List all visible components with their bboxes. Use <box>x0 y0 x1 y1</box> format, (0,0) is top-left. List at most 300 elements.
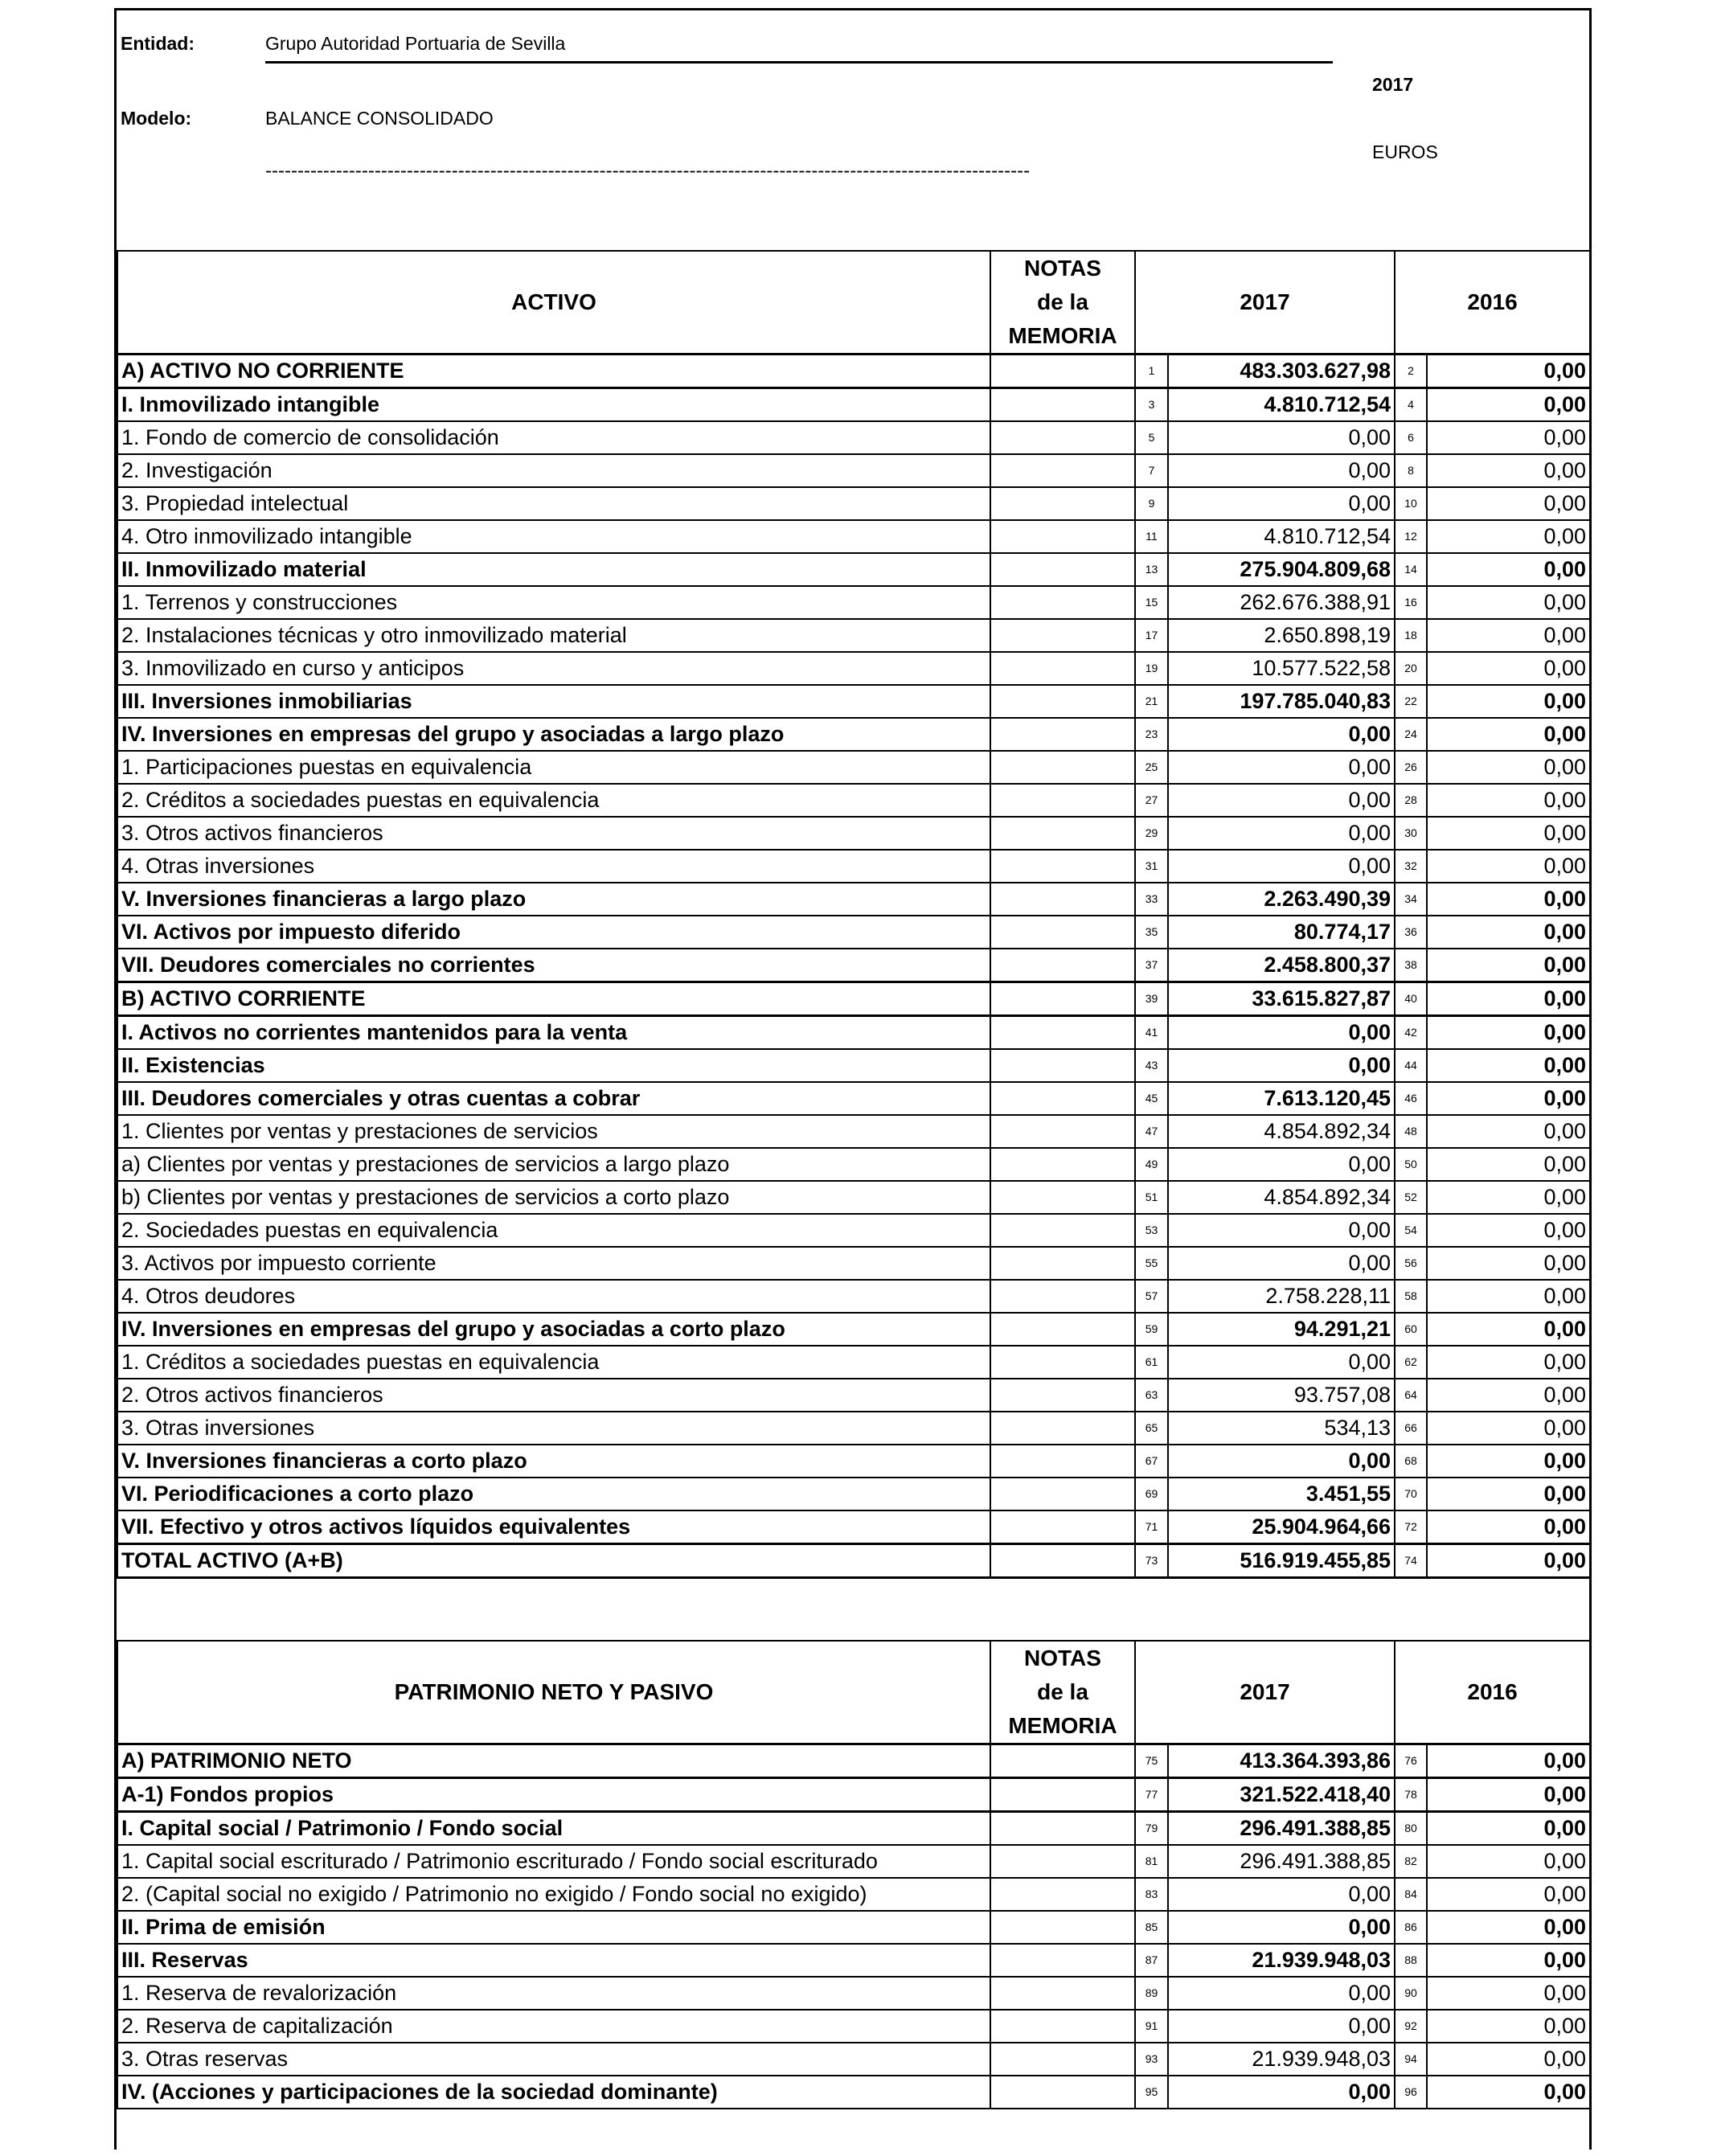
row-code-2017: 65 <box>1135 1412 1168 1445</box>
table-row <box>117 685 1590 718</box>
row-value-2017: 197.785.040,83 <box>1168 685 1395 718</box>
table-row <box>117 1744 1590 1778</box>
row-code-2017: 35 <box>1135 916 1168 949</box>
row-notes-cell <box>990 652 1135 685</box>
row-label: A) ACTIVO NO CORRIENTE <box>117 355 990 388</box>
row-code-2017: 45 <box>1135 1082 1168 1115</box>
row-code-2017: 19 <box>1135 652 1168 685</box>
table-row <box>117 1911 1590 1944</box>
row-label: IV. Inversiones en empresas del grupo y asociadas a corto plazo <box>117 1313 990 1346</box>
row-value-2016: 0,00 <box>1427 817 1590 850</box>
row-value-2017: 0,00 <box>1168 1977 1395 2010</box>
row-code-2016: 84 <box>1395 1878 1427 1911</box>
row-code-2017: 1 <box>1135 355 1168 388</box>
row-value-2016: 0,00 <box>1427 1911 1590 1944</box>
row-notes-cell <box>990 454 1135 487</box>
row-value-2016: 0,00 <box>1427 1778 1590 1812</box>
table-row <box>117 718 1590 751</box>
row-code-2017: 95 <box>1135 2076 1168 2109</box>
table-row <box>117 1944 1590 1977</box>
row-code-2016: 62 <box>1395 1346 1427 1379</box>
row-value-2017: 413.364.393,86 <box>1168 1744 1395 1778</box>
row-value-2017: 7.613.120,45 <box>1168 1082 1395 1115</box>
row-value-2016: 0,00 <box>1427 2076 1590 2109</box>
row-label: II. Prima de emisión <box>117 1911 990 1944</box>
row-code-2017: 11 <box>1135 520 1168 553</box>
row-notes-cell <box>990 1181 1135 1214</box>
table-row <box>117 1181 1590 1214</box>
row-notes-cell <box>990 784 1135 817</box>
row-code-2016: 52 <box>1395 1181 1427 1214</box>
table-row <box>117 1379 1590 1412</box>
row-code-2016: 46 <box>1395 1082 1427 1115</box>
row-value-2017: 0,00 <box>1168 421 1395 454</box>
row-code-2016: 24 <box>1395 718 1427 751</box>
row-value-2016: 0,00 <box>1427 1412 1590 1445</box>
row-code-2017: 77 <box>1135 1778 1168 1812</box>
row-value-2017: 0,00 <box>1168 2076 1395 2109</box>
row-code-2017: 73 <box>1135 1544 1168 1578</box>
row-notes-cell <box>990 850 1135 883</box>
row-label: 4. Otros deudores <box>117 1280 990 1313</box>
row-code-2017: 91 <box>1135 2010 1168 2043</box>
row-value-2017: 483.303.627,98 <box>1168 355 1395 388</box>
row-code-2017: 43 <box>1135 1049 1168 1082</box>
table-row <box>117 1313 1590 1346</box>
row-code-2016: 86 <box>1395 1911 1427 1944</box>
row-label: 2. (Capital social no exigido / Patrimonio no exigido / Fondo social no exigido) <box>117 1878 990 1911</box>
row-label: 1. Reserva de revalorización <box>117 1977 990 2010</box>
row-value-2017: 534,13 <box>1168 1412 1395 1445</box>
row-notes-cell <box>990 1744 1135 1778</box>
activo-notes-header: NOTAS de la MEMORIA <box>990 251 1135 355</box>
row-code-2016: 22 <box>1395 685 1427 718</box>
row-code-2017: 69 <box>1135 1478 1168 1510</box>
row-code-2016: 4 <box>1395 388 1427 422</box>
row-notes-cell <box>990 2076 1135 2109</box>
row-notes-cell <box>990 1510 1135 1544</box>
row-value-2017: 80.774,17 <box>1168 916 1395 949</box>
table-row <box>117 586 1590 619</box>
row-value-2016: 0,00 <box>1427 1944 1590 1977</box>
row-code-2016: 16 <box>1395 586 1427 619</box>
row-notes-cell <box>990 388 1135 422</box>
row-code-2017: 75 <box>1135 1744 1168 1778</box>
row-value-2017: 10.577.522,58 <box>1168 652 1395 685</box>
row-label: IV. Inversiones en empresas del grupo y asociadas a largo plazo <box>117 718 990 751</box>
row-code-2017: 33 <box>1135 883 1168 916</box>
row-value-2017: 0,00 <box>1168 487 1395 520</box>
row-value-2016: 0,00 <box>1427 718 1590 751</box>
row-value-2016: 0,00 <box>1427 1280 1590 1313</box>
row-value-2016: 0,00 <box>1427 1016 1590 1050</box>
row-label: 4. Otro inmovilizado intangible <box>117 520 990 553</box>
row-notes-cell <box>990 1082 1135 1115</box>
table-row <box>117 2043 1590 2076</box>
row-code-2016: 8 <box>1395 454 1427 487</box>
table-row <box>117 1778 1590 1812</box>
row-notes-cell <box>990 1247 1135 1280</box>
header-currency: EUROS <box>1372 141 1438 162</box>
table-row <box>117 487 1590 520</box>
row-code-2017: 15 <box>1135 586 1168 619</box>
row-value-2017: 0,00 <box>1168 454 1395 487</box>
row-notes-cell <box>990 1115 1135 1148</box>
row-code-2016: 10 <box>1395 487 1427 520</box>
row-notes-cell <box>990 619 1135 652</box>
table-row <box>117 553 1590 586</box>
row-notes-cell <box>990 883 1135 916</box>
row-value-2016: 0,00 <box>1427 520 1590 553</box>
row-value-2017: 0,00 <box>1168 1247 1395 1280</box>
row-label: 3. Otras inversiones <box>117 1412 990 1445</box>
row-notes-cell <box>990 1878 1135 1911</box>
row-notes-cell <box>990 355 1135 388</box>
row-value-2017: 0,00 <box>1168 850 1395 883</box>
row-code-2017: 81 <box>1135 1845 1168 1878</box>
row-value-2017: 4.854.892,34 <box>1168 1181 1395 1214</box>
row-value-2016: 0,00 <box>1427 751 1590 784</box>
row-value-2017: 262.676.388,91 <box>1168 586 1395 619</box>
row-notes-cell <box>990 718 1135 751</box>
table-row <box>117 850 1590 883</box>
row-label: VII. Deudores comerciales no corrientes <box>117 949 990 982</box>
row-notes-cell <box>990 685 1135 718</box>
row-value-2016: 0,00 <box>1427 1478 1590 1510</box>
row-code-2016: 48 <box>1395 1115 1427 1148</box>
row-code-2017: 3 <box>1135 388 1168 422</box>
row-value-2017: 0,00 <box>1168 1346 1395 1379</box>
row-code-2017: 5 <box>1135 421 1168 454</box>
row-notes-cell <box>990 1313 1135 1346</box>
row-code-2016: 18 <box>1395 619 1427 652</box>
table-row <box>117 355 1590 388</box>
row-value-2016: 0,00 <box>1427 355 1590 388</box>
row-label: 3. Otras reservas <box>117 2043 990 2076</box>
row-notes-cell <box>990 1412 1135 1445</box>
table-row <box>117 1478 1590 1510</box>
row-notes-cell <box>990 1778 1135 1812</box>
activo-table <box>117 250 1591 1579</box>
row-code-2016: 74 <box>1395 1544 1427 1578</box>
row-value-2017: 0,00 <box>1168 817 1395 850</box>
row-code-2016: 20 <box>1395 652 1427 685</box>
row-code-2017: 51 <box>1135 1181 1168 1214</box>
row-notes-cell <box>990 1544 1135 1578</box>
table-row <box>117 1148 1590 1181</box>
table-row <box>117 1115 1590 1148</box>
balance-sheet <box>114 8 1592 2150</box>
row-label: 2. Investigación <box>117 454 990 487</box>
row-value-2017: 94.291,21 <box>1168 1313 1395 1346</box>
row-code-2017: 23 <box>1135 718 1168 751</box>
row-label: VII. Efectivo y otros activos líquidos equivalentes <box>117 1510 990 1544</box>
table-row <box>117 421 1590 454</box>
row-code-2017: 7 <box>1135 454 1168 487</box>
pasivo-header-row <box>117 1641 1590 1744</box>
row-value-2016: 0,00 <box>1427 982 1590 1016</box>
table-row <box>117 883 1590 916</box>
row-notes-cell <box>990 1148 1135 1181</box>
row-label: 3. Propiedad intelectual <box>117 487 990 520</box>
row-label: I. Capital social / Patrimonio / Fondo social <box>117 1812 990 1846</box>
entidad-label: Entidad: <box>121 33 195 54</box>
row-notes-cell <box>990 982 1135 1016</box>
row-code-2016: 28 <box>1395 784 1427 817</box>
row-label: V. Inversiones financieras a corto plazo <box>117 1445 990 1478</box>
row-label: III. Reservas <box>117 1944 990 1977</box>
row-notes-cell <box>990 553 1135 586</box>
row-value-2016: 0,00 <box>1427 1977 1590 2010</box>
row-label: 2. Otros activos financieros <box>117 1379 990 1412</box>
row-code-2016: 76 <box>1395 1744 1427 1778</box>
row-code-2016: 58 <box>1395 1280 1427 1313</box>
row-label: 1. Créditos a sociedades puestas en equivalencia <box>117 1346 990 1379</box>
row-code-2016: 12 <box>1395 520 1427 553</box>
row-code-2016: 60 <box>1395 1313 1427 1346</box>
row-notes-cell <box>990 1845 1135 1878</box>
row-value-2017: 0,00 <box>1168 784 1395 817</box>
row-code-2016: 26 <box>1395 751 1427 784</box>
row-value-2016: 0,00 <box>1427 619 1590 652</box>
table-row <box>117 1247 1590 1280</box>
row-value-2017: 2.263.490,39 <box>1168 883 1395 916</box>
table-row <box>117 520 1590 553</box>
row-label: III. Inversiones inmobiliarias <box>117 685 990 718</box>
row-value-2016: 0,00 <box>1427 553 1590 586</box>
row-label: 2. Reserva de capitalización <box>117 2010 990 2043</box>
row-code-2017: 83 <box>1135 1878 1168 1911</box>
row-label: 1. Participaciones puestas en equivalencia <box>117 751 990 784</box>
pasivo-year-2017: 2017 <box>1135 1641 1395 1744</box>
table-row <box>117 1445 1590 1478</box>
row-code-2017: 61 <box>1135 1346 1168 1379</box>
row-label: A-1) Fondos propios <box>117 1778 990 1812</box>
row-code-2016: 2 <box>1395 355 1427 388</box>
row-value-2016: 0,00 <box>1427 1115 1590 1148</box>
row-label: VI. Periodificaciones a corto plazo <box>117 1478 990 1510</box>
row-value-2017: 4.810.712,54 <box>1168 520 1395 553</box>
row-code-2016: 14 <box>1395 553 1427 586</box>
row-value-2016: 0,00 <box>1427 1148 1590 1181</box>
row-code-2016: 40 <box>1395 982 1427 1016</box>
activo-year-2017: 2017 <box>1135 251 1395 355</box>
row-label: II. Existencias <box>117 1049 990 1082</box>
table-row <box>117 454 1590 487</box>
row-notes-cell <box>990 949 1135 982</box>
row-label: III. Deudores comerciales y otras cuentas a cobrar <box>117 1082 990 1115</box>
row-value-2017: 21.939.948,03 <box>1168 1944 1395 1977</box>
row-value-2017: 516.919.455,85 <box>1168 1544 1395 1578</box>
row-label: 2. Sociedades puestas en equivalencia <box>117 1214 990 1247</box>
table-row <box>117 1214 1590 1247</box>
table-row <box>117 1049 1590 1082</box>
row-code-2017: 53 <box>1135 1214 1168 1247</box>
row-code-2016: 6 <box>1395 421 1427 454</box>
row-value-2016: 0,00 <box>1427 1445 1590 1478</box>
table-row <box>117 1878 1590 1911</box>
row-value-2017: 0,00 <box>1168 1148 1395 1181</box>
row-value-2016: 0,00 <box>1427 850 1590 883</box>
row-code-2016: 36 <box>1395 916 1427 949</box>
row-notes-cell <box>990 1445 1135 1478</box>
row-label: b) Clientes por ventas y prestaciones de servicios a corto plazo <box>117 1181 990 1214</box>
row-notes-cell <box>990 487 1135 520</box>
row-value-2016: 0,00 <box>1427 388 1590 422</box>
row-value-2017: 4.854.892,34 <box>1168 1115 1395 1148</box>
pasivo-year-2016: 2016 <box>1395 1641 1590 1744</box>
table-row <box>117 1280 1590 1313</box>
table-row <box>117 1812 1590 1846</box>
row-value-2016: 0,00 <box>1427 1845 1590 1878</box>
row-value-2016: 0,00 <box>1427 685 1590 718</box>
table-row <box>117 916 1590 949</box>
row-value-2016: 0,00 <box>1427 421 1590 454</box>
row-code-2016: 64 <box>1395 1379 1427 1412</box>
row-value-2017: 296.491.388,85 <box>1168 1812 1395 1846</box>
row-value-2016: 0,00 <box>1427 1510 1590 1544</box>
row-code-2017: 39 <box>1135 982 1168 1016</box>
table-row <box>117 1412 1590 1445</box>
table-row <box>117 652 1590 685</box>
row-label: IV. (Acciones y participaciones de la sociedad dominante) <box>117 2076 990 2109</box>
row-code-2016: 90 <box>1395 1977 1427 2010</box>
row-label: 1. Fondo de comercio de consolidación <box>117 421 990 454</box>
pasivo-notes-header: NOTAS de la MEMORIA <box>990 1641 1135 1744</box>
row-code-2016: 88 <box>1395 1944 1427 1977</box>
header-year: 2017 <box>1372 74 1414 95</box>
activo-title: ACTIVO <box>117 251 990 355</box>
row-value-2016: 0,00 <box>1427 883 1590 916</box>
row-label: TOTAL ACTIVO (A+B) <box>117 1544 990 1578</box>
row-code-2017: 37 <box>1135 949 1168 982</box>
row-code-2017: 47 <box>1135 1115 1168 1148</box>
row-value-2017: 2.650.898,19 <box>1168 619 1395 652</box>
row-value-2017: 0,00 <box>1168 1445 1395 1478</box>
row-code-2017: 27 <box>1135 784 1168 817</box>
entidad-underline <box>265 61 1333 64</box>
row-notes-cell <box>990 916 1135 949</box>
row-value-2016: 0,00 <box>1427 487 1590 520</box>
entidad-value: Grupo Autoridad Portuaria de Sevilla <box>265 33 566 54</box>
row-code-2016: 44 <box>1395 1049 1427 1082</box>
row-label: II. Inmovilizado material <box>117 553 990 586</box>
row-value-2017: 3.451,55 <box>1168 1478 1395 1510</box>
row-value-2017: 4.810.712,54 <box>1168 388 1395 422</box>
row-notes-cell <box>990 586 1135 619</box>
modelo-label: Modelo: <box>121 108 192 129</box>
row-value-2016: 0,00 <box>1427 1082 1590 1115</box>
row-value-2016: 0,00 <box>1427 916 1590 949</box>
row-label: 3. Activos por impuesto corriente <box>117 1247 990 1280</box>
row-notes-cell <box>990 1911 1135 1944</box>
row-code-2016: 66 <box>1395 1412 1427 1445</box>
row-value-2016: 0,00 <box>1427 2043 1590 2076</box>
row-code-2016: 50 <box>1395 1148 1427 1181</box>
table-row <box>117 1346 1590 1379</box>
row-code-2017: 79 <box>1135 1812 1168 1846</box>
row-value-2017: 2.758.228,11 <box>1168 1280 1395 1313</box>
row-notes-cell <box>990 1478 1135 1510</box>
table-row <box>117 1544 1590 1578</box>
row-notes-cell <box>990 421 1135 454</box>
row-code-2016: 56 <box>1395 1247 1427 1280</box>
activo-year-2016: 2016 <box>1395 251 1590 355</box>
row-notes-cell <box>990 1346 1135 1379</box>
row-label: 1. Capital social escriturado / Patrimonio escriturado / Fondo social escriturado <box>117 1845 990 1878</box>
row-value-2016: 0,00 <box>1427 2010 1590 2043</box>
row-value-2017: 93.757,08 <box>1168 1379 1395 1412</box>
row-value-2016: 0,00 <box>1427 1744 1590 1778</box>
row-notes-cell <box>990 1977 1135 2010</box>
table-row <box>117 619 1590 652</box>
row-value-2016: 0,00 <box>1427 1812 1590 1846</box>
row-code-2017: 41 <box>1135 1016 1168 1050</box>
row-value-2017: 0,00 <box>1168 1049 1395 1082</box>
row-code-2016: 82 <box>1395 1845 1427 1878</box>
row-code-2017: 59 <box>1135 1313 1168 1346</box>
table-row <box>117 817 1590 850</box>
row-code-2016: 72 <box>1395 1510 1427 1544</box>
row-code-2017: 9 <box>1135 487 1168 520</box>
pasivo-title: PATRIMONIO NETO Y PASIVO <box>117 1641 990 1744</box>
row-value-2017: 0,00 <box>1168 1878 1395 1911</box>
row-value-2017: 21.939.948,03 <box>1168 2043 1395 2076</box>
row-code-2017: 87 <box>1135 1944 1168 1977</box>
row-value-2016: 0,00 <box>1427 1214 1590 1247</box>
table-row <box>117 982 1590 1016</box>
row-code-2017: 63 <box>1135 1379 1168 1412</box>
row-code-2017: 89 <box>1135 1977 1168 2010</box>
row-label: I. Activos no corrientes mantenidos para la venta <box>117 1016 990 1050</box>
row-notes-cell <box>990 2010 1135 2043</box>
row-value-2017: 0,00 <box>1168 1214 1395 1247</box>
row-code-2016: 34 <box>1395 883 1427 916</box>
row-code-2017: 21 <box>1135 685 1168 718</box>
row-label: VI. Activos por impuesto diferido <box>117 916 990 949</box>
modelo-dashed-line: ----------------------------------------------------------------------------------------------------------------------- <box>265 160 1031 182</box>
row-value-2016: 0,00 <box>1427 1544 1590 1578</box>
row-code-2016: 42 <box>1395 1016 1427 1050</box>
row-notes-cell <box>990 1379 1135 1412</box>
row-code-2017: 31 <box>1135 850 1168 883</box>
row-value-2016: 0,00 <box>1427 1049 1590 1082</box>
row-value-2016: 0,00 <box>1427 1181 1590 1214</box>
row-label: 1. Terrenos y construcciones <box>117 586 990 619</box>
row-value-2016: 0,00 <box>1427 454 1590 487</box>
row-code-2017: 85 <box>1135 1911 1168 1944</box>
row-code-2017: 57 <box>1135 1280 1168 1313</box>
table-row <box>117 388 1590 422</box>
row-value-2017: 0,00 <box>1168 751 1395 784</box>
table-row <box>117 1082 1590 1115</box>
row-value-2016: 0,00 <box>1427 1379 1590 1412</box>
row-code-2017: 17 <box>1135 619 1168 652</box>
row-value-2017: 33.615.827,87 <box>1168 982 1395 1016</box>
row-code-2017: 49 <box>1135 1148 1168 1181</box>
row-code-2017: 13 <box>1135 553 1168 586</box>
pasivo-table <box>117 1640 1591 2109</box>
row-value-2016: 0,00 <box>1427 949 1590 982</box>
row-value-2016: 0,00 <box>1427 1247 1590 1280</box>
row-label: 2. Créditos a sociedades puestas en equivalencia <box>117 784 990 817</box>
row-code-2016: 96 <box>1395 2076 1427 2109</box>
row-code-2016: 70 <box>1395 1478 1427 1510</box>
table-row <box>117 2076 1590 2109</box>
row-label: V. Inversiones financieras a largo plazo <box>117 883 990 916</box>
table-row <box>117 784 1590 817</box>
row-value-2017: 0,00 <box>1168 1016 1395 1050</box>
